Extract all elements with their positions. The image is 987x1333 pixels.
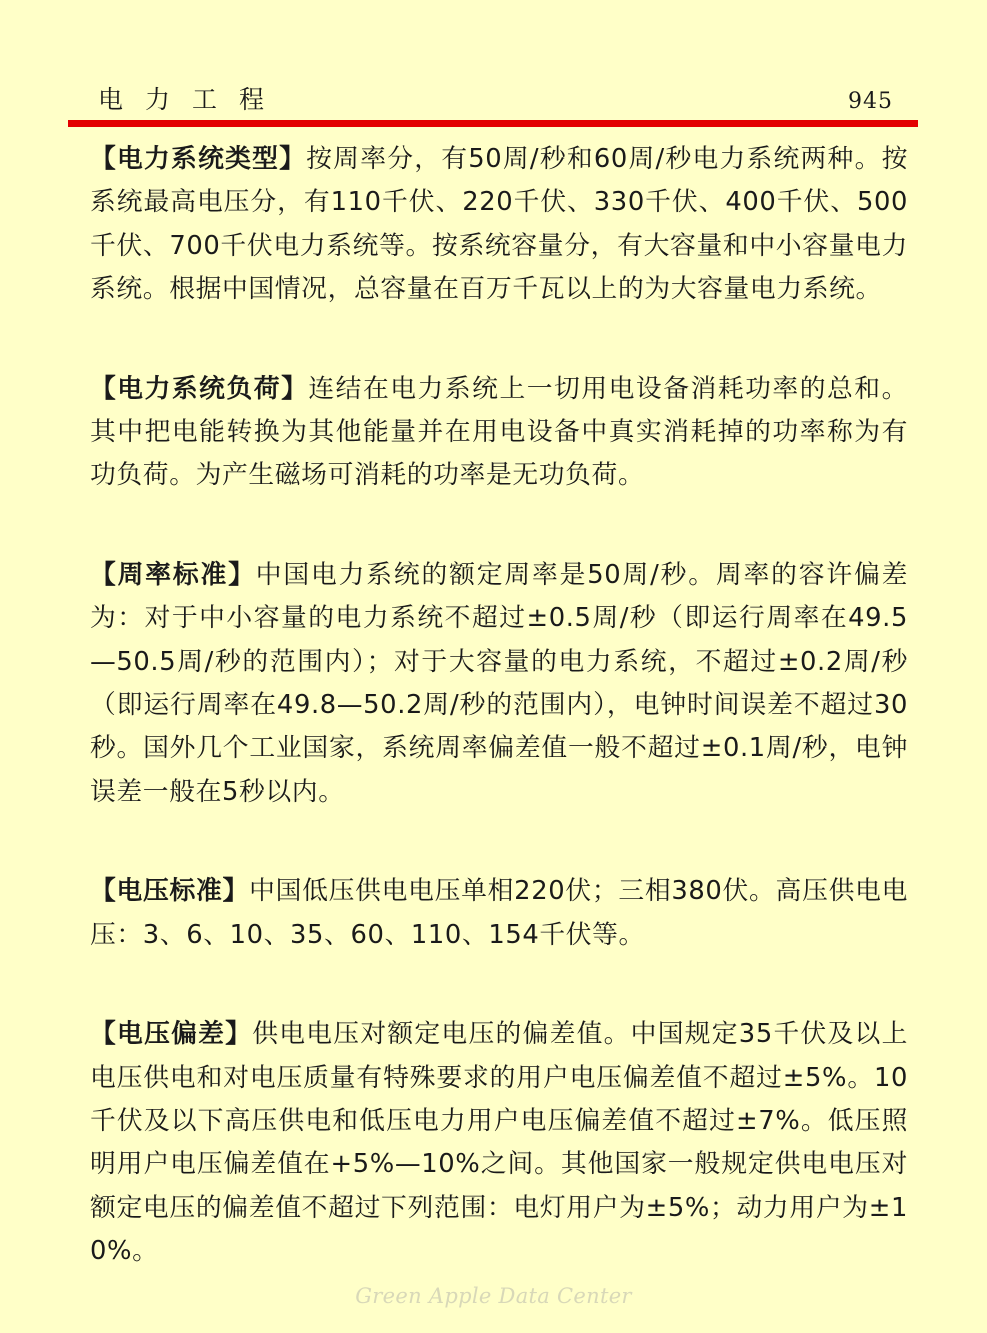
- entry-voltage-deviation: [90, 1013, 908, 1273]
- entry-voltage-standard: [90, 870, 908, 957]
- page-header: [68, 84, 919, 120]
- entry-frequency-standard: [90, 554, 908, 814]
- entry-term: 【电力系统负荷】: [90, 373, 309, 404]
- entry-definition: 中国低压供电电压单相220伏；三相380伏。高压供电电压：3、6、10、35、60、110、154千伏等。: [90, 876, 908, 950]
- entry-term: 【电压标准】: [90, 876, 250, 907]
- entry-definition: 连结在电力系统上一切用电设备消耗功率的总和。其中把电能转换为其他能量并在用电设备中真实消耗掉的功率称为有功负荷。为产生磁场可消耗的功率是无功负荷。: [90, 373, 908, 491]
- entry-term: 【周率标准】: [90, 559, 256, 590]
- entry-power-system-load: [90, 368, 908, 498]
- entry-definition: 按周率分，有50周/秒和60周/秒电力系统两种。按系统最高电压分，有110千伏、220千伏、330千伏、400千伏、500千伏、700千伏电力系统等。按系统容量分，有大容量和中小容量电力系统。根据中国情况，总容量在百万千瓦以上的为大容量电力系统。: [90, 144, 908, 305]
- entry-term: 【电压偏差】: [90, 1019, 253, 1050]
- entry-definition: 中国电力系统的额定周率是50周/秒。周率的容许偏差为：对于中小容量的电力系统不超过±0.5周/秒（即运行周率在49.5—50.5周/秒的范围内）；对于大容量的电力系统，不超过±0.2周/秒（即运行周率在49.8—50.2周/秒的范围内），电钟时间误差不超过30秒。国外几个工业国家，系统周率偏差值一般不超过±0.1周/秒，电钟误差一般在5秒以内。: [90, 559, 908, 807]
- watermark: Green Apple Data Center: [355, 1284, 632, 1308]
- running-head-title: 电力工程: [98, 85, 287, 114]
- entry-term: 【电力系统类型】: [90, 144, 307, 174]
- article-body: [90, 138, 908, 1330]
- entry-definition: 供电电压对额定电压的偏差值。中国规定35千伏及以上电压供电和对电压质量有特殊要求的用户电压偏差值不超过±5%。10千伏及以下高压供电和低压电力用户电压偏差值不超过±7%。低压照明用户电压偏差值在+5%—10%之间。其他国家一般规定供电电压对额定电压的偏差值不超过下列范围：电灯用户为±5%；动力用户为±10%。: [90, 1019, 908, 1267]
- page-number: 945: [848, 89, 893, 114]
- entry-power-system-types: [90, 138, 908, 312]
- header-rule: [68, 120, 918, 127]
